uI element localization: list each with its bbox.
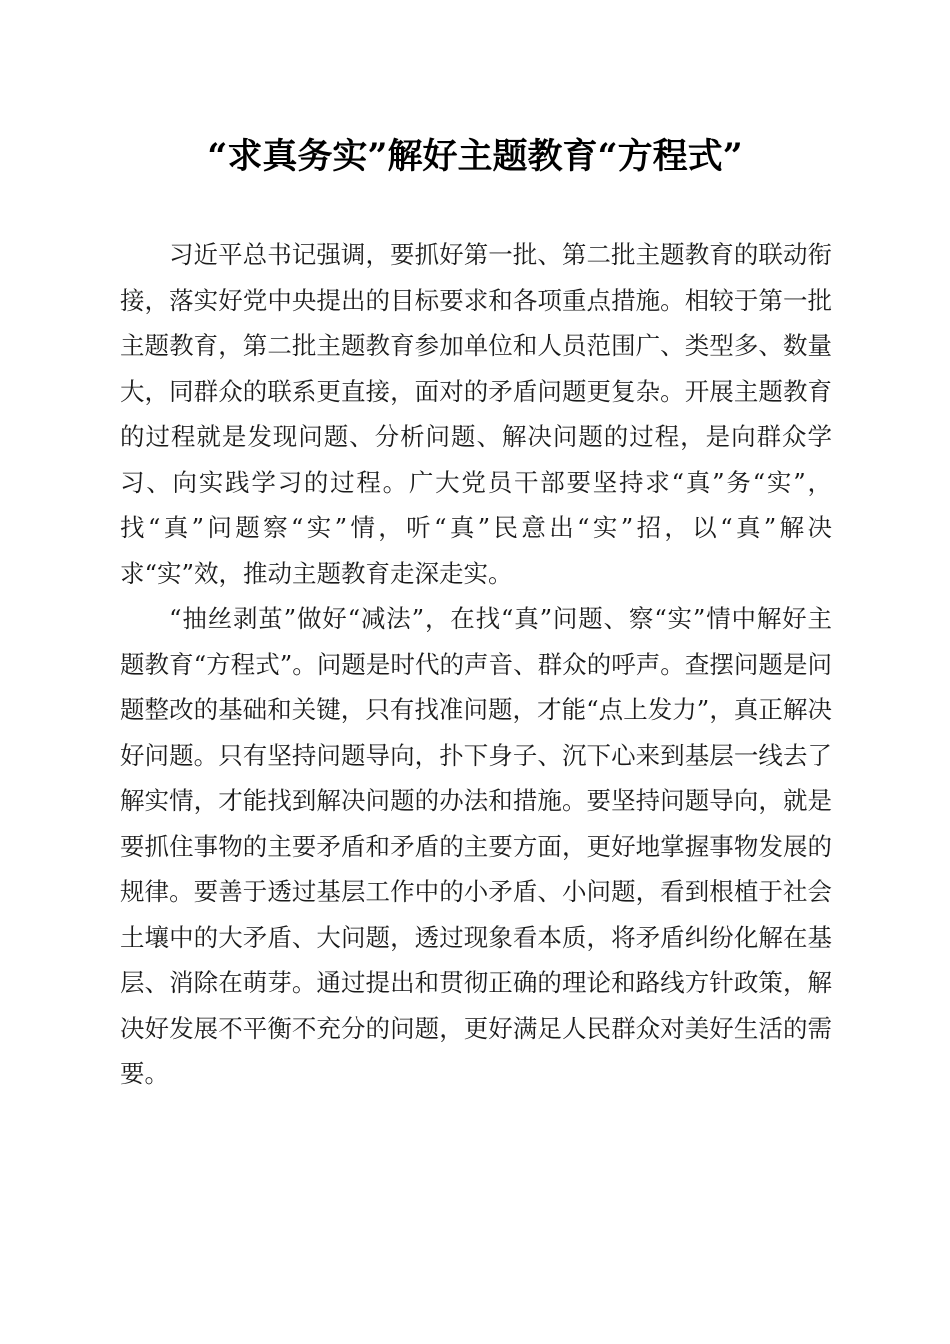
paragraph-1: 习近平总书记强调，要抓好第一批、第二批主题教育的联动衔接，落实好党中央提出的目标要求和各项重点措施。相较于第一批主题教育，第二批主题教育参加单位和人员范围广、类型多、数量大，同群众的联系更直接，面对的矛盾问题更复杂。开展主题教育的过程就是发现问题、分析问题、解决问题的过程，是向群众学习、向实践学习的过程。广大党员干部要坚持求“真”务“实”，找“真”问题察“实”情，听“真”民意出“实”招，以“真”解决求“实”效，推动主题教育走深走实。 <box>120 240 832 588</box>
document-title: “求真务实”解好主题教育“方程式” <box>207 136 743 177</box>
document-body <box>120 232 832 1097</box>
paragraph-2: “抽丝剥茧”做好“减法”，在找“真”问题、察“实”情中解好主题教育“方程式”。问题是时代的声音、群众的呼声。查摆问题是问题整改的基础和关键，只有找准问题，才能“点上发力”，真正解决好问题。只有坚持问题导向，扑下身子、沉下心来到基层一线去了解实情，才能找到解决问题的办法和措施。要坚持问题导向，就是要抓住事物的主要矛盾和矛盾的主要方面，更好地掌握事物发展的规律。要善于透过基层工作中的小矛盾、小问题，看到根植于社会土壤中的大矛盾、大问题，透过现象看本质，将矛盾纠纷化解在基层、消除在萌芽。通过提出和贯彻正确的理论和路线方针政策，解决好发展不平衡不充分的问题，更好满足人民群众对美好生活的需要。 <box>120 604 832 1088</box>
